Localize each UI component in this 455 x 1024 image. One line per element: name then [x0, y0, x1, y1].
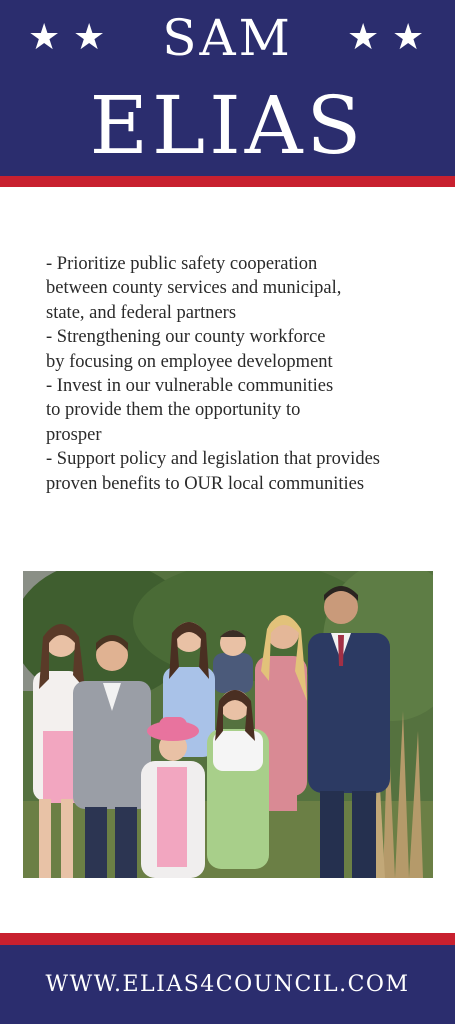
- campaign-website-link[interactable]: WWW.ELIAS4COUNCIL.COM: [45, 972, 410, 997]
- header-banner: [0, 0, 455, 176]
- platform-line: by focusing on employee development: [46, 351, 333, 372]
- header-red-stripe: [0, 176, 455, 187]
- candidate-last-name: ELIAS: [89, 79, 366, 172]
- star-icon: ★: [392, 17, 425, 58]
- star-icon: ★: [73, 17, 106, 58]
- platform-line: - Invest in our vulnerable communities: [46, 376, 334, 397]
- star-icon: ★: [28, 17, 61, 58]
- family-photo-illustration: [23, 571, 433, 878]
- footer-red-stripe: [0, 933, 455, 945]
- family-photo: [23, 571, 433, 878]
- platform-line: - Strengthening our county workforce: [46, 327, 326, 348]
- candidate-first-name: SAM: [162, 9, 293, 67]
- platform-line: proven benefits to OUR local communities: [46, 473, 365, 494]
- platform-line: between county services and municipal,: [46, 278, 342, 299]
- platform-line: state, and federal partners: [46, 302, 237, 323]
- platform-line: prosper: [46, 424, 102, 445]
- footer-banner: [0, 945, 455, 1024]
- platform-line: - Support policy and legislation that provides: [46, 449, 380, 470]
- star-icon: ★: [347, 17, 380, 58]
- platform-list: [46, 252, 426, 496]
- platform-line: - Prioritize public safety cooperation: [46, 254, 318, 274]
- platform-line: to provide them the opportunity to: [46, 400, 301, 421]
